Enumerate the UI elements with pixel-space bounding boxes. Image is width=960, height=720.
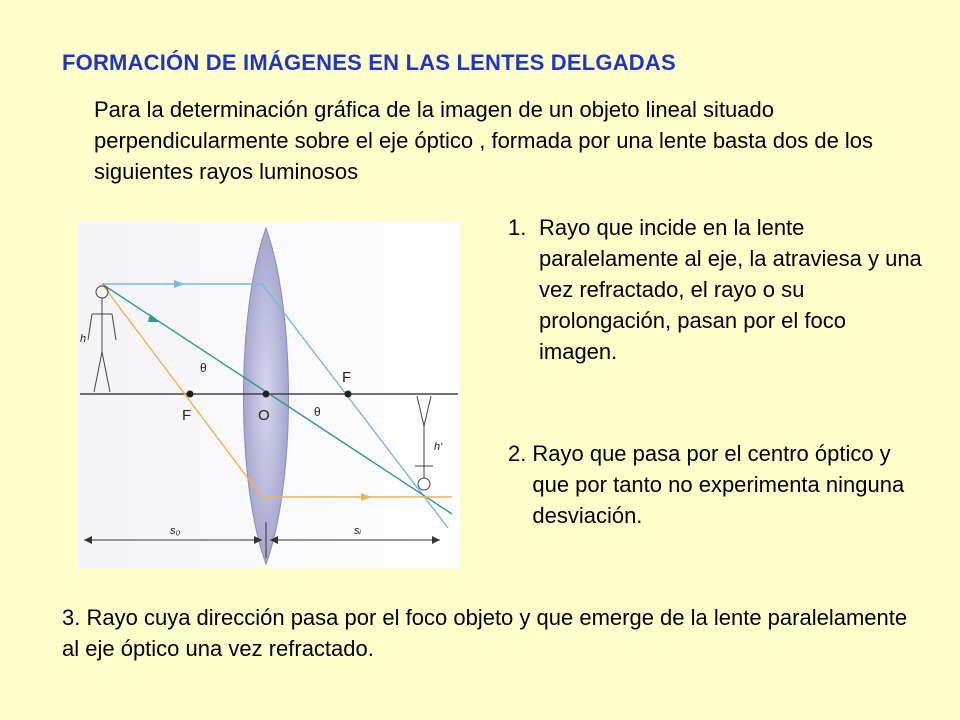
item-number-2: 2.	[508, 441, 527, 466]
focus-right-point	[345, 391, 352, 398]
angle-label-2: θ	[314, 405, 321, 419]
image-distance-label: sᵢ	[354, 525, 361, 537]
angle-label-1: θ	[200, 361, 207, 375]
list-item-2	[508, 438, 928, 531]
item-text-2: Rayo que pasa por el centro óptico y que por tanto no experimenta ninguna desviación.	[532, 441, 905, 528]
center-label: O	[258, 407, 270, 424]
focus-right-label: F	[342, 369, 352, 386]
list-item-1	[508, 212, 928, 367]
center-point	[263, 391, 270, 398]
focus-left-label: F	[182, 407, 192, 424]
focus-left-point	[187, 391, 194, 398]
intro-paragraph: Para la determinación gráfica de la imagen de un objeto lineal situado perpendicularmente sobre el eje óptico , formada por una lente basta dos de los siguientes rayos luminosos	[94, 97, 874, 184]
lens-ray-diagram	[78, 222, 460, 568]
image-height-label: h'	[434, 441, 443, 453]
page-title: FORMACIÓN DE IMÁGENES EN LAS LENTES DELGADAS	[62, 50, 676, 75]
item-text-3: Rayo cuya dirección pasa por el foco objeto y que emerge de la lente paralelamente al eje óptico una vez refractado.	[62, 605, 908, 661]
optics-figure	[78, 222, 460, 568]
item-text-1: Rayo que incide en la lente paralelamente al eje, la atraviesa y una vez refractado, el rayo o su prolongación, pasan por el foco imagen.	[539, 215, 922, 364]
object-distance-label: s₀	[170, 525, 181, 537]
item-number-3: 3.	[62, 605, 81, 630]
list-item-3	[62, 602, 922, 664]
item-number-1: 1.	[508, 215, 527, 240]
object-height-label: h	[80, 333, 87, 345]
